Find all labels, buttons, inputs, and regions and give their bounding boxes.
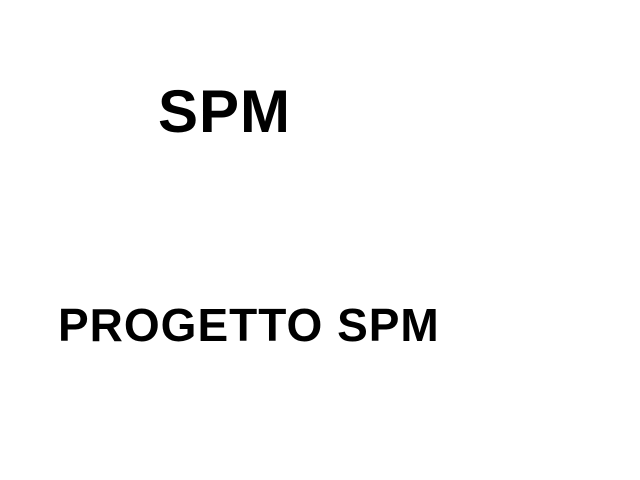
main-title: SPM xyxy=(158,78,292,145)
project-title: PROGETTO SPM xyxy=(58,299,440,351)
